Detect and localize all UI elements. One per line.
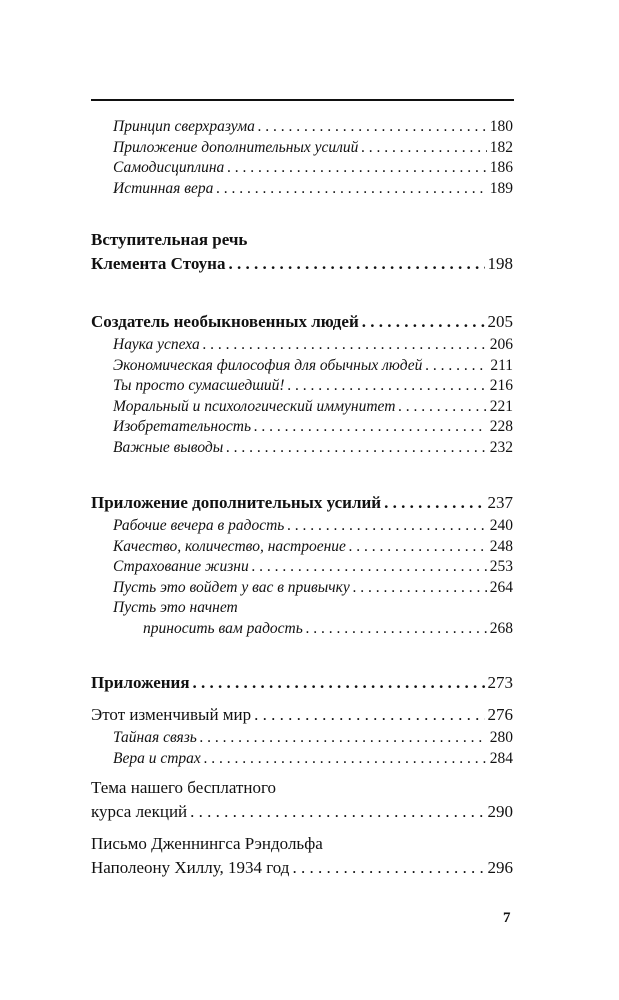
toc-entry: Этот изменчивый мир . . . 276 [91, 705, 513, 729]
toc-page: 240 [489, 517, 513, 534]
toc-entry: приносить вам радость . . . 268 [91, 620, 513, 641]
toc-entry: Тайная связь . . . 280 [91, 729, 513, 750]
toc-entry-line: Письмо Дженнингса Рэндольфа [91, 834, 323, 853]
toc-page: 211 [490, 356, 513, 374]
toc-page: 273 [487, 673, 513, 692]
toc-page: 296 [487, 858, 513, 877]
toc-entry: Экономическая философия для обычных людей . . . 211 [91, 357, 513, 378]
toc-entry: Самодисциплина . . . 186 [91, 159, 513, 180]
toc-entry: Наука успеха . . . 206 [91, 336, 513, 357]
toc-page: 180 [489, 118, 513, 135]
toc-heading: Приложения . . . 273 [91, 673, 513, 697]
table-of-contents [91, 118, 513, 882]
toc-page: 189 [489, 179, 513, 197]
toc-entry: Наполеону Хиллу, 1934 год . . . 296 [91, 858, 513, 882]
toc-page: 182 [489, 138, 513, 156]
toc-entry-line: Пусть это начнет [113, 599, 238, 616]
toc-page: 221 [489, 397, 513, 415]
toc-entry: Страхование жизни . . . 253 [91, 558, 513, 579]
toc-page: 216 [489, 377, 513, 394]
toc-page: 205 [487, 312, 513, 331]
toc-entry: Принцип сверхразума . . . 180 [91, 118, 513, 139]
toc-entry: Рабочие вечера в радость . . . 240 [91, 517, 513, 538]
toc-entry: Важные выводы . . . 232 [91, 439, 513, 460]
toc-page: 280 [489, 729, 513, 746]
toc-page: 232 [489, 438, 513, 456]
toc-entry: Качество, количество, настроение . . . 248 [91, 538, 513, 559]
toc-heading-line: Вступительная речь [91, 230, 248, 249]
toc-page: 186 [489, 159, 513, 176]
toc-entry: Изобретательность . . . 228 [91, 418, 513, 439]
toc-heading: Клемента Стоуна . . . 198 [91, 254, 513, 278]
toc-heading: Приложение дополнительных усилий . . . 237 [91, 493, 513, 517]
page-number: 7 [503, 910, 511, 926]
toc-page: 253 [489, 558, 513, 575]
toc-page: 290 [487, 802, 513, 821]
toc-page: 268 [489, 619, 513, 637]
toc-page: 228 [489, 418, 513, 435]
toc-page: 264 [489, 578, 513, 596]
toc-page: 276 [487, 705, 513, 724]
toc-page: 248 [489, 537, 513, 555]
toc-entry: курса лекций . . . 290 [91, 802, 513, 826]
top-rule [91, 99, 514, 101]
toc-entry: Моральный и психологический иммунитет . . . 221 [91, 398, 513, 419]
toc-entry: Вера и страх . . . 284 [91, 750, 513, 771]
toc-entry: Приложение дополнительных усилий . . . 182 [91, 139, 513, 160]
toc-entry: Истинная вера . . . 189 [91, 180, 513, 201]
toc-page: 206 [489, 336, 513, 353]
toc-entry: Пусть это войдет у вас в привычку . . . 264 [91, 579, 513, 600]
toc-entry-line: Тема нашего бесплатного [91, 778, 276, 797]
toc-page: 284 [489, 749, 513, 767]
toc-page: 237 [487, 493, 513, 512]
toc-entry: Ты просто сумасшедший! . . . 216 [91, 377, 513, 398]
toc-page: 198 [487, 254, 513, 273]
toc-heading: Создатель необыкновенных людей . . . 205 [91, 312, 513, 336]
